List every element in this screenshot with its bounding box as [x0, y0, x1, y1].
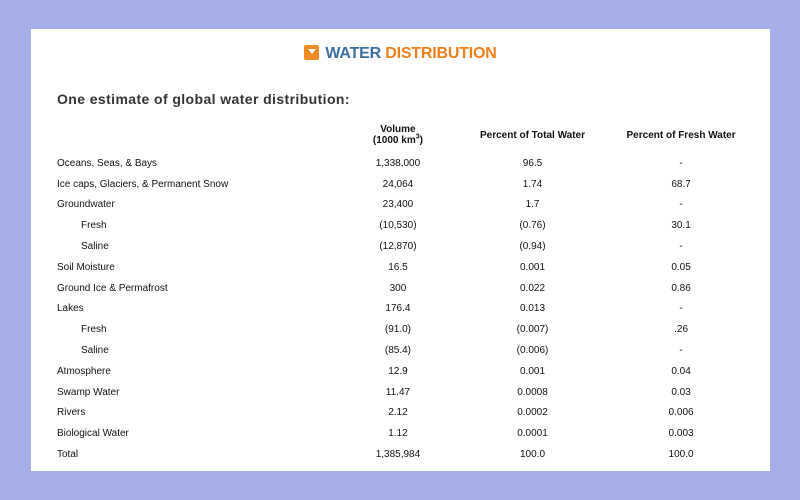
cell-volume: 176.4	[385, 303, 411, 315]
cell-pct-total: (0.006)	[516, 345, 549, 357]
table-row	[51, 403, 753, 424]
table-row	[51, 195, 753, 216]
table-row	[51, 361, 753, 382]
table-header-row	[51, 117, 753, 153]
table-row	[51, 423, 753, 444]
water-distribution-table	[51, 117, 753, 465]
cell-pct-total: 0.0001	[517, 428, 548, 440]
cell-pct-total: (0.76)	[519, 220, 546, 232]
cell-volume: 1,385,984	[375, 449, 421, 461]
cell-pct-total: 96.5	[522, 157, 543, 169]
cell-volume: 24,064	[382, 178, 414, 190]
cell-pct-total: 0.022	[519, 282, 546, 294]
cell-name: Ground Ice & Permafrost	[57, 282, 168, 294]
page-title-part2: DISTRIBUTION	[385, 45, 497, 62]
table-row-total	[51, 444, 753, 465]
table-row	[51, 257, 753, 278]
cell-pct-total: 0.0002	[517, 407, 548, 419]
cell-pct-fresh: -	[679, 303, 683, 315]
cell-name: Saline	[81, 345, 109, 357]
page-title-part1: WATER	[325, 45, 381, 62]
page-title	[31, 45, 770, 63]
cell-name: Groundwater	[57, 199, 115, 211]
cell-pct-fresh: .26	[674, 324, 689, 336]
cell-pct-fresh: 0.003	[668, 428, 694, 440]
cell-name: Lakes	[57, 303, 84, 315]
cell-name: Oceans, Seas, & Bays	[57, 157, 158, 169]
cell-volume: 12.9	[388, 365, 408, 377]
cell-pct-fresh: -	[679, 345, 683, 357]
cell-pct-total: 0.001	[519, 365, 546, 377]
cell-pct-total: (0.007)	[516, 324, 549, 336]
cell-name: Fresh	[81, 324, 107, 336]
cell-pct-fresh: -	[679, 199, 683, 211]
cell-name: Biological Water	[57, 428, 129, 440]
cell-volume: (85.4)	[384, 345, 411, 357]
table-row	[51, 278, 753, 299]
table-row	[51, 382, 753, 403]
cell-name: Total	[57, 449, 79, 461]
cell-pct-fresh: -	[679, 157, 683, 169]
cell-name: Ice caps, Glaciers, & Permanent Snow	[57, 178, 229, 190]
document-page	[31, 29, 770, 471]
cell-volume: 16.5	[388, 261, 408, 273]
cell-pct-fresh: 30.1	[671, 220, 691, 232]
header-volume-unit-suffix: )	[419, 135, 423, 146]
cell-pct-fresh: 100.0	[668, 449, 694, 461]
cell-pct-total: 0.0008	[517, 386, 548, 398]
cell-name: Soil Moisture	[57, 261, 115, 273]
cell-pct-total: (0.94)	[519, 241, 546, 253]
cell-pct-fresh: 0.86	[671, 282, 691, 294]
cell-volume: 1.12	[388, 428, 408, 440]
cell-volume: (91.0)	[384, 324, 411, 336]
table-row	[51, 236, 753, 257]
table-row	[51, 319, 753, 340]
table-row	[51, 153, 753, 174]
header-percent-fresh: Percent of Fresh Water	[626, 129, 736, 141]
cell-pct-total: 1.7	[525, 199, 540, 211]
cell-name: Rivers	[57, 407, 86, 419]
cell-pct-total: 0.013	[519, 303, 546, 315]
cell-pct-fresh: 0.03	[671, 386, 691, 398]
table-row	[51, 174, 753, 195]
cell-pct-total: 0.001	[519, 261, 546, 273]
cell-volume: 2.12	[388, 407, 408, 419]
cell-pct-fresh: 68.7	[671, 178, 691, 190]
header-percent-total: Percent of Total Water	[480, 129, 586, 141]
cell-name: Fresh	[81, 220, 107, 232]
cell-volume: 300	[389, 282, 407, 294]
table-row	[51, 215, 753, 236]
cell-pct-fresh: 0.05	[671, 261, 691, 273]
cell-pct-total: 1.74	[522, 178, 543, 190]
header-volume-line1: Volume	[380, 124, 416, 135]
table-row	[51, 299, 753, 320]
cell-name: Swamp Water	[57, 386, 120, 398]
header-volume-unit-prefix: (1000 km	[372, 135, 416, 146]
header-category	[51, 117, 340, 153]
header-volume	[340, 117, 456, 153]
table-row	[51, 340, 753, 361]
dropdown-arrow-icon	[304, 45, 319, 60]
cell-name: Saline	[81, 241, 109, 253]
cell-volume: (12,870)	[379, 241, 417, 253]
cell-pct-total: 100.0	[519, 449, 546, 461]
cell-volume: 11.47	[385, 386, 411, 398]
cell-volume: 23,400	[382, 199, 414, 211]
cell-volume: 1,338,000	[375, 157, 421, 169]
cell-pct-fresh: 0.04	[671, 365, 691, 377]
cell-volume: (10,530)	[379, 220, 417, 232]
header-volume-unit-sup: 3	[415, 133, 420, 141]
cell-pct-fresh: -	[679, 241, 683, 253]
cell-name: Atmosphere	[57, 365, 111, 377]
cell-pct-fresh: 0.006	[668, 407, 694, 419]
page-subtitle: One estimate of global water distribution:	[57, 91, 350, 107]
